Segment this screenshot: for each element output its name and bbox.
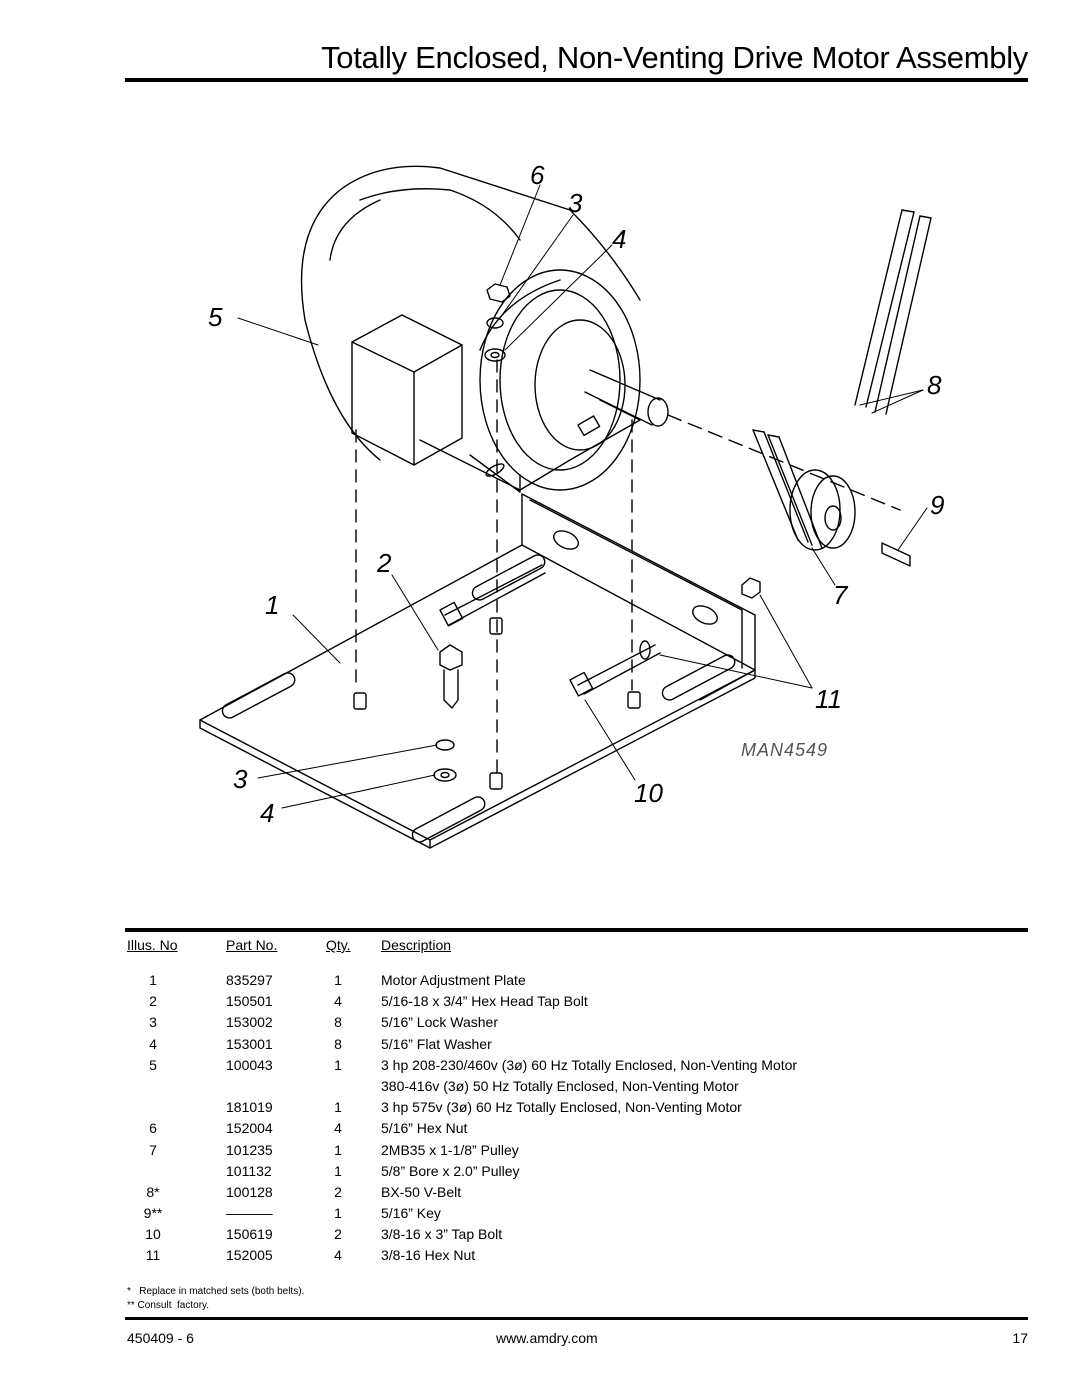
terminal-box: [352, 315, 462, 465]
callout-4-top: 4: [612, 224, 627, 254]
motor-foot: [420, 400, 640, 492]
table-rule: [125, 928, 1028, 932]
footnote-key: ** Consult factory.: [127, 1300, 210, 1311]
header-part: Part No.: [226, 937, 278, 953]
callout-3-bottom: 3: [233, 764, 248, 794]
page-title: Totally Enclosed, Non-Venting Drive Motor Assembly: [321, 40, 1028, 75]
key: [882, 543, 910, 566]
exploded-assembly-drawing: [150, 140, 970, 860]
callout-9: 9: [930, 490, 945, 520]
callout-4-bottom: 4: [260, 798, 275, 828]
callout-5: 5: [208, 302, 223, 332]
callout-6: 6: [530, 160, 545, 190]
website-link[interactable]: www.amdry.com: [496, 1330, 598, 1346]
page-number: 17: [1012, 1330, 1028, 1346]
callout-2: 2: [377, 548, 392, 578]
hex-head-tap-bolt: [440, 645, 462, 708]
drawing-id: MAN4549: [741, 740, 829, 760]
v-belts: [753, 210, 931, 548]
footer-rule: [125, 1317, 1028, 1320]
callout-7: 7: [833, 580, 848, 610]
header-illus: Illus. No: [127, 937, 178, 953]
header-description: Description: [381, 937, 452, 953]
callout-3-top: 3: [568, 188, 583, 218]
doc-number: 450409 - 6: [127, 1330, 194, 1346]
callout-8: 8: [927, 370, 942, 400]
callout-11: 11: [815, 684, 842, 714]
title-rule: [125, 78, 1028, 82]
adjustment-bracket: [522, 494, 755, 700]
alignment-lines: [356, 360, 632, 775]
pulley: [790, 470, 855, 550]
header-qty: Qty.: [326, 937, 351, 953]
callout-1: 1: [265, 590, 280, 620]
motor-body: [302, 166, 640, 490]
footnote-belts: * Replace in matched sets (both belts).: [127, 1286, 305, 1297]
tap-bolts: [440, 565, 660, 696]
callout-10: 10: [634, 778, 663, 808]
motor-adjustment-plate: [200, 545, 755, 848]
footnotes: [127, 1285, 304, 1313]
